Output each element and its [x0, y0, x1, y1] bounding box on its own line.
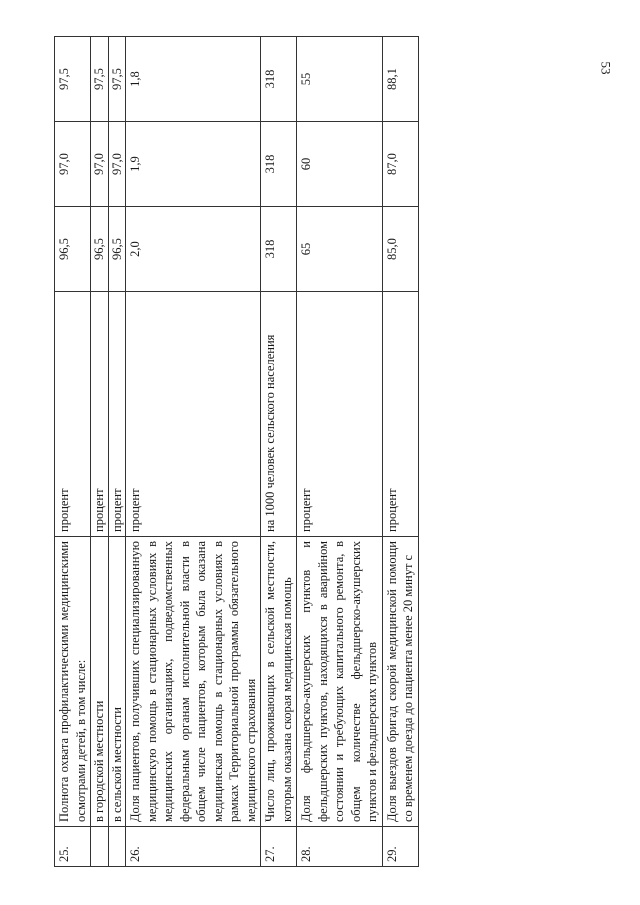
value-year-2: 97,0: [55, 122, 91, 207]
table-row: [382, 37, 418, 867]
table-row: [55, 37, 91, 867]
value-year-1: 2,0: [126, 207, 261, 292]
value-year-3: 97,5: [55, 37, 91, 122]
value-year-2: 97,0: [91, 122, 109, 207]
indicator-name: в городской местности: [91, 537, 109, 827]
value-year-2: 1,9: [126, 122, 261, 207]
table-row: [91, 37, 109, 867]
unit: процент: [297, 292, 383, 537]
value-year-2: 97,0: [108, 122, 126, 207]
indicator-name: Число лиц, проживающих в сельской местности, которым оказана скорая медицинская помощь: [261, 537, 297, 827]
indicator-name: Доля пациентов, получивших специализированную медицинскую помощь в стационарных условиях в медицинских организациях, подведомственных федеральным органам исполнительной власти в общем числе пациентов, которым была оказана медицинская помощь в стационарных условиях в рамках Территориальной программы обязательного медицинского страхования: [126, 537, 261, 827]
unit: процент: [126, 292, 261, 537]
value-year-1: 85,0: [382, 207, 418, 292]
row-number: 26.: [126, 827, 261, 867]
value-year-3: 1,8: [126, 37, 261, 122]
row-number: 25.: [55, 827, 91, 867]
indicator-name: Доля выездов бригад скорой медицинской помощи со временем доезда до пациента менее 20 минут с: [382, 537, 418, 827]
indicator-name: в сельской местности: [108, 537, 126, 827]
indicators-table: [54, 36, 419, 867]
table-row: [108, 37, 126, 867]
indicator-name: Полнота охвата профилактическими медицинскими осмотрами детей, в том числе:: [55, 537, 91, 827]
row-number: [91, 827, 109, 867]
table-row: [261, 37, 297, 867]
row-number: 28.: [297, 827, 383, 867]
table-row: [297, 37, 383, 867]
table-row: [126, 37, 261, 867]
rotated-table-container: [54, 37, 594, 867]
value-year-1: 96,5: [55, 207, 91, 292]
page-number: 53: [598, 61, 614, 75]
unit: процент: [382, 292, 418, 537]
value-year-2: 60: [297, 122, 383, 207]
unit: процент: [108, 292, 126, 537]
value-year-1: 318: [261, 207, 297, 292]
value-year-3: 88,1: [382, 37, 418, 122]
value-year-3: 97,5: [91, 37, 109, 122]
value-year-1: 96,5: [108, 207, 126, 292]
indicator-name: Доля фельдшерско-акушерских пунктов и фельдшерских пунктов, находящихся в аварийном состоянии и требующих капитального ремонта, в общем количестве фельдшерско-акушерских пунктов и фельдшерских пунктов: [297, 537, 383, 827]
value-year-1: 96,5: [91, 207, 109, 292]
unit: процент: [91, 292, 109, 537]
value-year-3: 97,5: [108, 37, 126, 122]
row-number: [108, 827, 126, 867]
row-number: 29.: [382, 827, 418, 867]
row-number: 27.: [261, 827, 297, 867]
value-year-2: 87,0: [382, 122, 418, 207]
value-year-2: 318: [261, 122, 297, 207]
value-year-3: 318: [261, 37, 297, 122]
unit: на 1000 человек сельского населения: [261, 292, 297, 537]
value-year-3: 55: [297, 37, 383, 122]
unit: процент: [55, 292, 91, 537]
value-year-1: 65: [297, 207, 383, 292]
